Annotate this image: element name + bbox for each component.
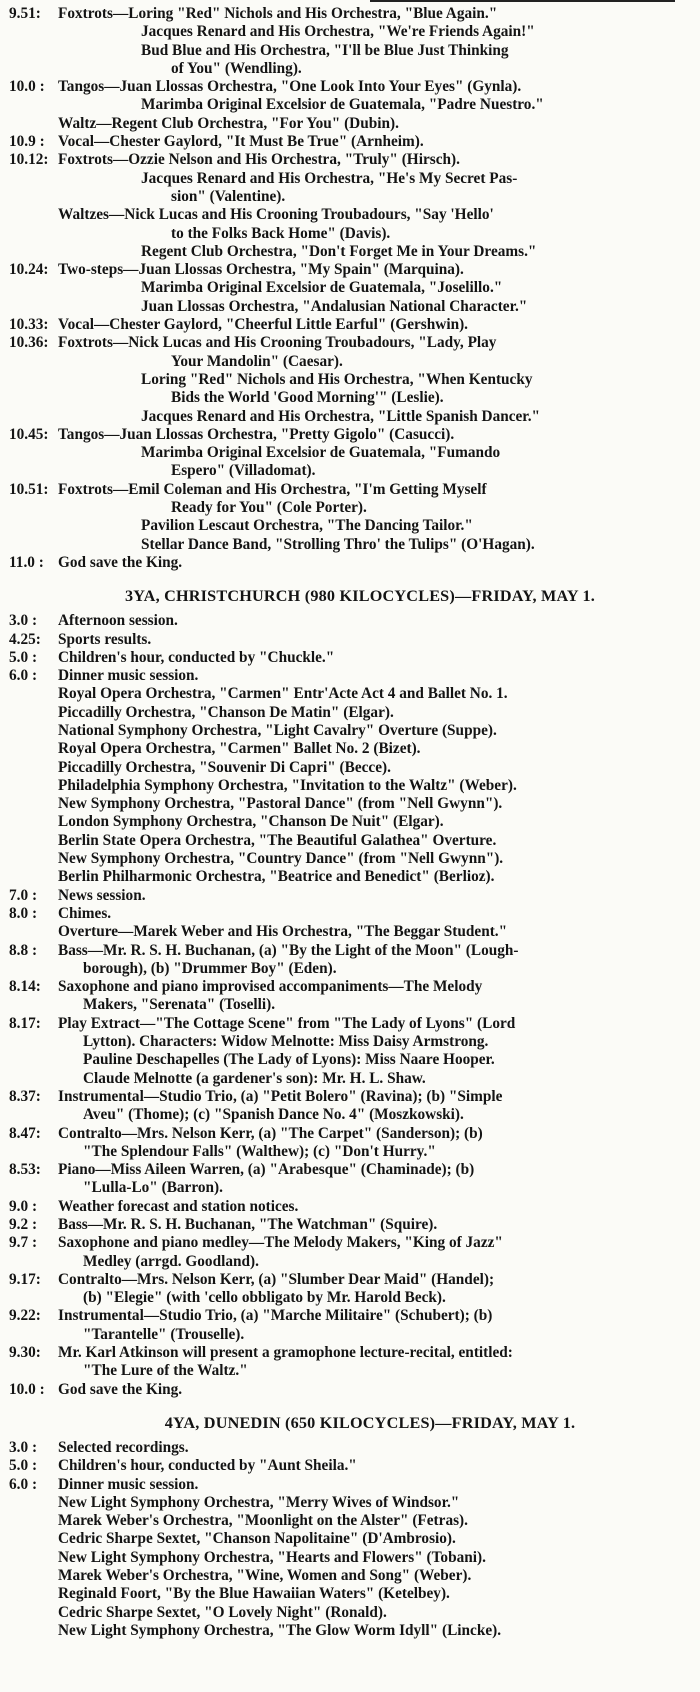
programme-entry [0,1307,700,1344]
entry-line: Marek Weber's Orchestra, "Moonlight on the Alster" (Fetras). [58,1512,468,1530]
entry-line: Piccadilly Orchestra, "Souvenir Di Capri" (Becce). [58,758,391,776]
entry-line: Foxtrots—Nick Lucas and His Crooning Troubadours, "Lady, Play [58,334,497,352]
radio-programme-listings [0,5,700,1640]
programme-entry [0,5,700,78]
entry-time: 9.2 : [9,1216,38,1233]
programme-entry [0,1216,700,1234]
entry-line: Pauline Deschapelles (The Lady of Lyons): Miss Naare Hooper. [83,1051,495,1069]
entry-line: Regent Club Orchestra, "Don't Forget Me in Your Dreams." [141,242,537,260]
programme-entry [0,1088,700,1125]
entry-time: 3.0 : [9,1438,38,1456]
entry-line: to the Folks Back Home" (Davis). [171,224,391,242]
station-heading: 4YA, DUNEDIN (650 KILOCYCLES)—FRIDAY, MAY 1. [164,1413,576,1432]
entry-time: 7.0 : [9,886,38,904]
programme-entry [0,1125,700,1162]
entry-line: Berlin Philharmonic Orchestra, "Beatrice and Benedict" (Berlioz). [58,868,495,886]
entry-time: 8.37: [9,1087,41,1105]
entry-time: 8.8 : [9,941,38,959]
entry-line: Contralto—Mrs. Nelson Kerr, (a) "The Carpet" (Sanderson); (b) [58,1124,483,1142]
entry-line: Waltzes—Nick Lucas and His Crooning Troubadours, "Say 'Hello' [58,206,494,224]
programme-entry [0,1457,700,1475]
programme-entry [0,667,700,887]
entry-line: Cedric Sharpe Sextet, "Chanson Napolitaine" (D'Ambrosio). [58,1530,456,1548]
entry-line: Medley (arrgd. Goodland). [83,1252,259,1270]
entry-line: Children's hour, conducted by "Chuckle." [58,648,335,666]
entry-line: Marimba Original Excelsior de Guatemala, "Fumando [141,444,501,462]
entry-time: 3.0 : [9,612,38,630]
entry-time: 9.51: [9,5,41,22]
programme-entry [0,942,700,979]
entry-line: Selected recordings. [58,1438,189,1456]
entry-line: Dinner music session. [58,667,199,685]
programme-entry [0,887,700,905]
entry-line: of You" (Wendling). [171,59,302,77]
entry-line: Pavilion Lescaut Orchestra, "The Dancing Tailor." [141,517,473,535]
entry-time: 8.0 : [9,904,38,922]
entry-time: 11.0 : [9,553,44,571]
entry-time: 10.9 : [9,133,45,151]
entry-line: Jacques Renard and His Orchestra, "Little Spanish Dancer." [141,407,541,425]
entry-line: Afternoon session. [58,612,178,630]
entry-line: Instrumental—Studio Trio, (a) "Marche Militaire" (Schubert); (b) [58,1307,493,1325]
entry-line: Marimba Original Excelsior de Guatemala, "Padre Nuestro." [141,96,544,114]
entry-line: Bass—Mr. R. S. H. Buchanan, (a) "By the Light of the Moon" (Lough- [58,941,519,959]
entry-line: Overture—Marek Weber and His Orchestra, "The Beggar Student." [58,923,508,941]
entry-line: Claude Melnotte (a gardener's son): Mr. H. L. Shaw. [83,1069,426,1087]
entry-time: 9.17: [9,1270,41,1288]
entry-line: Tangos—Juan Llossas Orchestra, "Pretty Gigolo" (Casucci). [58,425,455,443]
entry-time: 10.36: [9,334,49,352]
entry-line: Juan Llossas Orchestra, "Andalusian National Character." [141,297,528,315]
entry-line: Bids the World 'Good Morning'" (Leslie). [171,389,444,407]
entry-line: Marek Weber's Orchestra, "Wine, Women and Song" (Weber). [58,1567,472,1585]
entry-time: 8.53: [9,1161,41,1179]
entry-line: New Light Symphony Orchestra, "Merry Wives of Windsor." [58,1493,460,1511]
programme-entry [0,1476,700,1641]
programme-entry [0,554,700,572]
entry-line: (b) "Elegie" (with 'cello obbligato by Mr. Harold Beck). [83,1289,446,1307]
entry-line: Waltz—Regent Club Orchestra, "For You" (Dubin). [58,114,399,132]
entry-line: Vocal—Chester Gaylord, "Cheerful Little Earful" (Gershwin). [58,316,468,334]
entry-line: "The Lure of the Waltz." [83,1362,248,1380]
entry-time: 9.7 : [9,1234,38,1252]
entry-line: London Symphony Orchestra, "Chanson De Nuit" (Elgar). [58,813,444,831]
entry-line: Weather forecast and station notices. [58,1197,299,1215]
entry-line: borough), (b) "Drummer Boy" (Eden). [83,959,337,977]
station-heading: 3YA, CHRISTCHURCH (980 KILOCYCLES)—FRIDAY, MAY 1. [124,587,595,606]
entry-line: New Symphony Orchestra, "Pastoral Dance" (from "Nell Gwynn"). [58,795,503,813]
entry-line: Loring "Red" Nichols and His Orchestra, "When Kentucky [141,370,533,388]
entry-line: Berlin State Opera Orchestra, "The Beautiful Galathea" Overture. [58,831,497,849]
entry-time: 9.30: [9,1344,41,1362]
programme-entry [0,78,700,133]
entry-time: 10.0 : [9,78,45,96]
entry-time: 8.47: [9,1124,41,1142]
entry-line: Cedric Sharpe Sextet, "O Lovely Night" (Ronald). [58,1603,387,1621]
entry-line: Saxophone and piano improvised accompaniments—The Melody [58,978,483,996]
programme-entry [0,631,700,649]
entry-line: Espero" (Villadomat). [171,462,316,480]
entry-line: New Light Symphony Orchestra, "The Glow Worm Idyll" (Lincke). [58,1621,502,1639]
entry-time: 9.22: [9,1307,41,1325]
entry-time: 10.51: [9,480,49,498]
entry-line: God save the King. [58,553,183,571]
entry-line: Royal Opera Orchestra, "Carmen" Ballet No. 2 (Bizet). [58,740,421,758]
entry-line: Dinner music session. [58,1475,199,1493]
programme-entry [0,1161,700,1198]
entry-line: Piccadilly Orchestra, "Chanson De Matin" (Elgar). [58,703,394,721]
entry-line: Bud Blue and His Orchestra, "I'll be Blue Just Thinking [141,41,509,59]
entry-time: 5.0 : [9,648,38,666]
entry-line: Foxtrots—Emil Coleman and His Orchestra, "I'm Getting Myself [58,480,487,498]
programme-entry [0,481,700,554]
programme-entry [0,151,700,261]
entry-line: Jacques Renard and His Orchestra, "We're Friends Again!" [141,23,535,41]
programme-entry [0,1381,700,1399]
entry-line: Ready for You" (Cole Porter). [171,499,367,517]
programme-entry [0,261,700,316]
programme-entry [0,1234,700,1271]
entry-line: Sports results. [58,630,152,648]
entry-line: Children's hour, conducted by "Aunt Sheila." [58,1457,357,1475]
top-rule [370,0,675,2]
entry-line: Vocal—Chester Gaylord, "It Must Be True" (Arnheim). [58,133,424,151]
entry-line: News session. [58,886,146,904]
entry-time: 6.0 : [9,667,38,685]
entry-line: Lytton). Characters: Widow Melnotte: Miss Daisy Armstrong. [83,1033,489,1051]
programme-entry [0,649,700,667]
entry-line: "Lulla-Lo" (Barron). [83,1179,223,1197]
entry-line: Tangos—Juan Llossas Orchestra, "One Look Into Your Eyes" (Gynla). [58,78,522,96]
entry-line: Jacques Renard and His Orchestra, "He's My Secret Pas- [141,169,518,187]
entry-time: 9.0 : [9,1197,38,1215]
entry-line: Your Mandolin" (Caesar). [171,352,343,370]
entry-time: 10.24: [9,261,49,279]
entry-line: Mr. Karl Atkinson will present a gramophone lecture-recital, entitled: [58,1344,513,1362]
entry-time: 8.14: [9,978,41,996]
entry-line: Two-steps—Juan Llossas Orchestra, "My Spain" (Marquina). [58,261,464,279]
programme-entry [0,612,700,630]
entry-line: Chimes. [58,904,112,922]
entry-time: 6.0 : [9,1475,38,1493]
entry-line: Bass—Mr. R. S. H. Buchanan, "The Watchman" (Squire). [58,1216,438,1233]
entry-time: 4.25: [9,630,41,648]
programme-entry [0,133,700,151]
entry-line: Makers, "Serenata" (Toselli). [83,996,276,1014]
entry-line: Foxtrots—Loring "Red" Nichols and His Orchestra, "Blue Again." [58,5,498,22]
entry-time: 10.45: [9,425,49,443]
entry-line: Foxtrots—Ozzie Nelson and His Orchestra, "Truly" (Hirsch). [58,151,460,169]
programme-entry [0,978,700,1015]
entry-line: "The Splendour Falls" (Walthew); (c) "Don't Hurry." [83,1142,436,1160]
programme-entry [0,1198,700,1216]
programme-entry [0,1344,700,1381]
entry-line: Reginald Foort, "By the Blue Hawaiian Waters" (Ketelbey). [58,1585,450,1603]
entry-time: 10.12: [9,151,49,169]
entry-line: Royal Opera Orchestra, "Carmen" Entr'Acte Act 4 and Ballet No. 1. [58,685,508,703]
entry-line: Instrumental—Studio Trio, (a) "Petit Bolero" (Ravina); (b) "Simple [58,1087,503,1105]
programme-entry [0,1015,700,1088]
entry-line: Saxophone and piano medley—The Melody Makers, "King of Jazz" [58,1234,503,1252]
entry-line: "Tarantelle" (Trouselle). [83,1325,245,1343]
programme-entry [0,316,700,334]
entry-line: Stellar Dance Band, "Strolling Thro' the Tulips" (O'Hagan). [141,535,535,553]
programme-entry [0,334,700,425]
entry-time: 5.0 : [9,1457,38,1475]
entry-line: Aveu" (Thome); (c) "Spanish Dance No. 4" (Moszkowski). [83,1106,464,1124]
entry-time: 8.17: [9,1014,41,1032]
entry-time: 10.33: [9,316,49,334]
entry-line: God save the King. [58,1380,183,1398]
entry-line: New Symphony Orchestra, "Country Dance" (from "Nell Gwynn"). [58,850,504,868]
entry-line: sion" (Valentine). [171,187,286,205]
entry-line: Piano—Miss Aileen Warren, (a) "Arabesque" (Chaminade); (b) [58,1161,475,1179]
programme-entry [0,426,700,481]
programme-entry [0,905,700,942]
entry-line: Contralto—Mrs. Nelson Kerr, (a) "Slumber Dear Maid" (Handel); [58,1270,495,1288]
programme-entry [0,1439,700,1457]
entry-line: Marimba Original Excelsior de Guatemala, "Joselillo." [141,279,503,297]
programme-entry [0,1271,700,1308]
entry-line: National Symphony Orchestra, "Light Cavalry" Overture (Suppe). [58,721,497,739]
entry-line: Philadelphia Symphony Orchestra, "Invitation to the Waltz" (Weber). [58,776,517,794]
entry-line: New Light Symphony Orchestra, "Hearts and Flowers" (Tobani). [58,1548,486,1566]
entry-time: 10.0 : [9,1380,45,1398]
entry-line: Play Extract—"The Cottage Scene" from "The Lady of Lyons" (Lord [58,1014,516,1032]
